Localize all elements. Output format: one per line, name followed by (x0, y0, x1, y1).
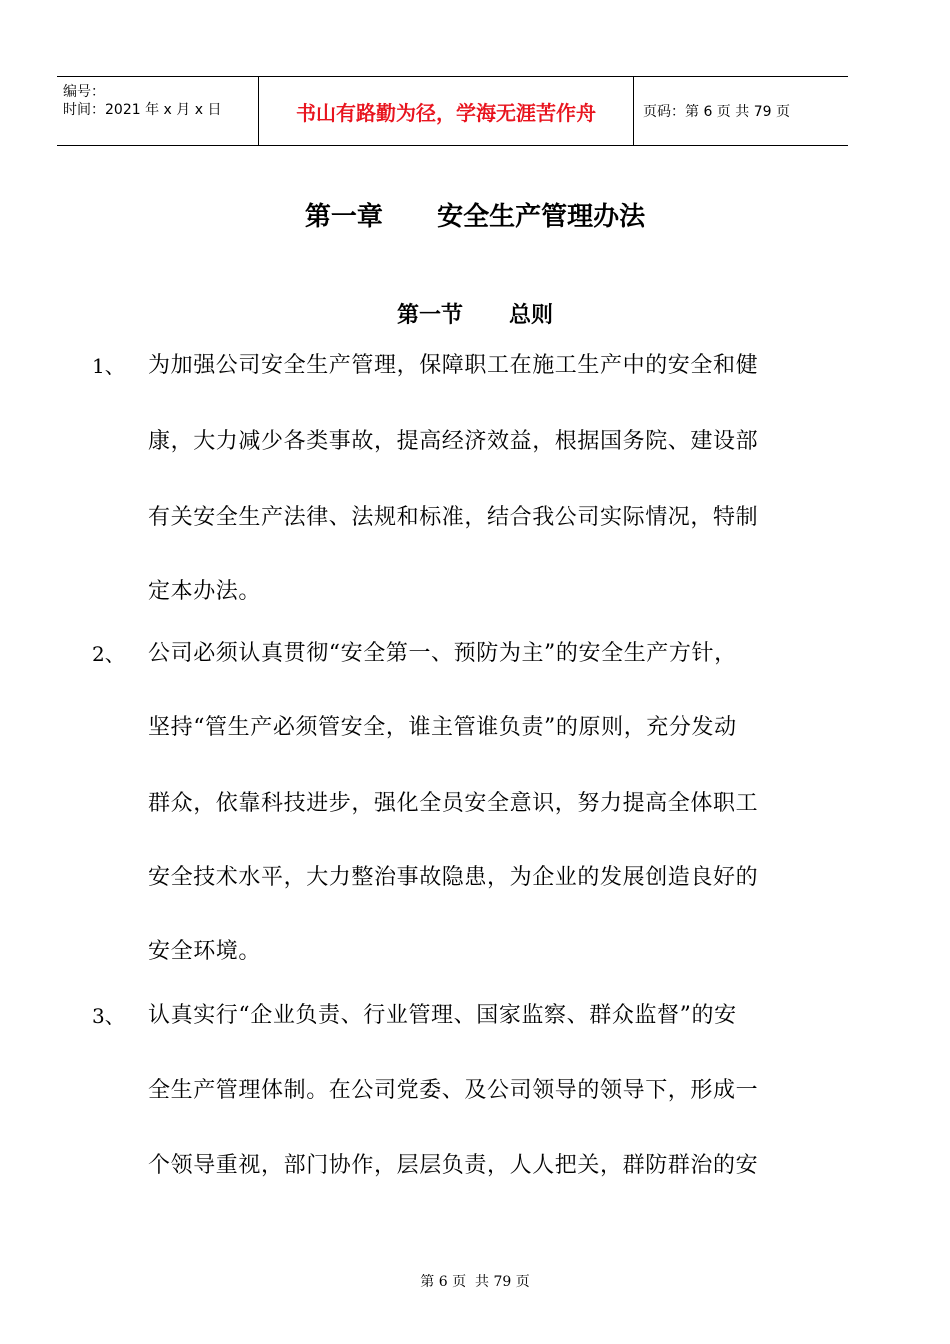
section-title: 第一节 总则 (397, 303, 553, 328)
header-page-label: 页码：第 6 页 共 79 页 (643, 104, 790, 120)
document-time-label: 时间：2021 年 x 月 x 日 (63, 102, 222, 118)
paragraph-line: 公司必须认真贯彻“安全第一、预防为主”的安全生产方针， (148, 641, 737, 666)
paragraph-line: 定本办法。 (148, 579, 262, 604)
page-footer: 第 6 页 共 79 页 (420, 1274, 530, 1290)
paragraph-line: 为加强公司安全生产管理，保障职工在施工生产中的安全和健 (148, 353, 759, 378)
chapter-title: 第一章 安全生产管理办法 (304, 202, 646, 232)
paragraph-number: 3、 (92, 1004, 125, 1028)
header-meta (57, 77, 257, 145)
paragraph-line: 群众，依靠科技进步，强化全员安全意识，努力提高全体职工 (148, 791, 759, 816)
header-motto: 书山有路勤为径，学海无涯苦作舟 (296, 100, 596, 125)
paragraph-line: 全生产管理体制。在公司党委、及公司领导的领导下，形成一 (148, 1078, 759, 1103)
paragraph-line: 有关安全生产法律、法规和标准，结合我公司实际情况，特制 (148, 505, 759, 530)
page-header (57, 76, 848, 146)
header-motto-cell (258, 77, 634, 145)
paragraph-line: 安全技术水平，大力整治事故隐患，为企业的发展创造良好的 (148, 865, 759, 890)
paragraph-line: 安全环境。 (148, 939, 262, 964)
document-number-label: 编号： (63, 84, 105, 100)
paragraph-number: 2、 (92, 642, 125, 666)
paragraph-line: 坚持“管生产必须管安全，谁主管谁负责”的原则，充分发动 (148, 715, 737, 740)
paragraph-line: 康，大力减少各类事故，提高经济效益，根据国务院、建设部 (148, 429, 759, 454)
paragraph-number: 1、 (92, 354, 125, 378)
paragraph-line: 认真实行“企业负责、行业管理、国家监察、群众监督”的安 (148, 1003, 737, 1028)
paragraph-line: 个领导重视，部门协作，层层负责，人人把关，群防群治的安 (148, 1153, 759, 1178)
